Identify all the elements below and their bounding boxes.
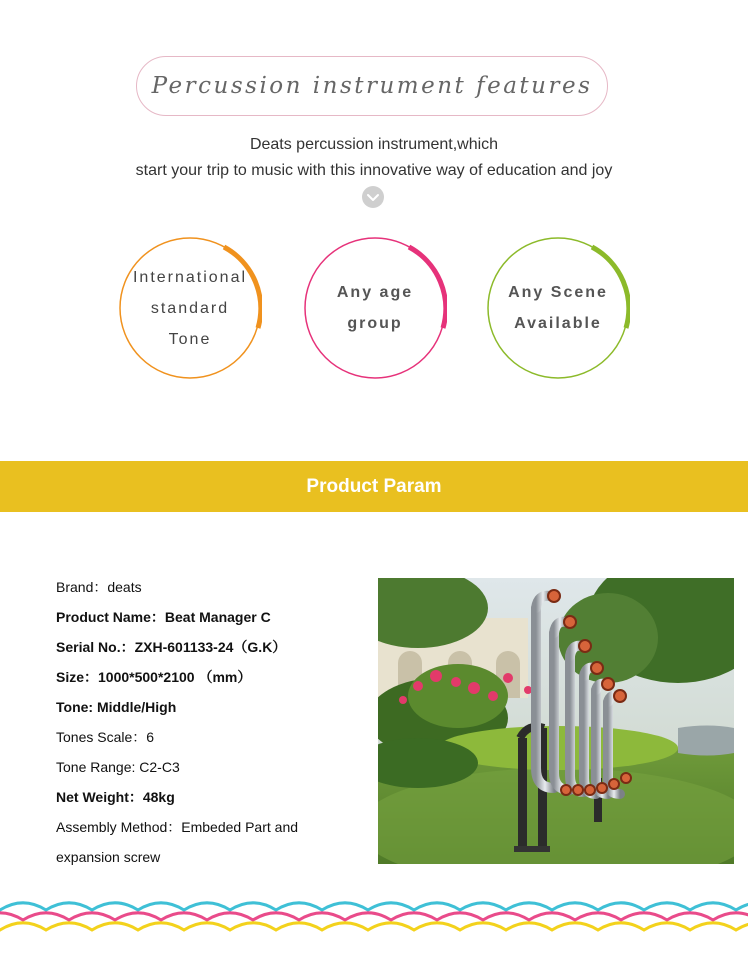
param-assembly: Assembly Method：Embeded Part and (56, 819, 299, 835)
param-tone-range: Tone Range: C2-C3 (56, 759, 180, 775)
decorative-waves (0, 898, 748, 948)
feature-line: Any age (336, 284, 414, 301)
feature-line: standard (150, 299, 230, 317)
feature-line: group (347, 315, 403, 332)
param-assembly-cont: expansion screw (56, 849, 161, 865)
intro-line-1: Deats percussion instrument,which (249, 136, 499, 153)
param-net-weight: Net Weight：48kg (56, 789, 175, 805)
feature-line: Any Scene (508, 284, 608, 301)
feature-line: Available (514, 315, 602, 332)
chevron-down-icon[interactable] (362, 186, 384, 208)
wave-line (0, 923, 748, 930)
wave-line (0, 903, 748, 910)
param-serial: Serial No.：ZXH-601133-24（G.K） (56, 639, 287, 655)
feature-circle-standard-tone (118, 236, 262, 380)
param-product-name: Product Name：Beat Manager C (56, 609, 271, 625)
product-photo (378, 578, 734, 864)
wave-line (0, 913, 748, 920)
feature-line: International (132, 268, 248, 286)
features-title: Percussion instrument features (151, 73, 593, 99)
param-brand: Brand：deats (56, 579, 142, 595)
feature-circle-any-scene (486, 236, 630, 380)
param-tone: Tone: Middle/High (56, 699, 177, 715)
product-params-list (56, 572, 356, 872)
intro-line-2: start your trip to music with this innovative way of education and joy (135, 162, 613, 179)
product-param-banner (0, 461, 748, 512)
feature-circle-any-age (303, 236, 447, 380)
param-size: Size：1000*500*2100 （mm） (56, 669, 252, 685)
param-tones-scale: Tones Scale：6 (56, 729, 155, 745)
features-title-pill (136, 56, 608, 116)
feature-line: Tone (168, 330, 212, 348)
banner-title: Product Param (306, 475, 442, 497)
